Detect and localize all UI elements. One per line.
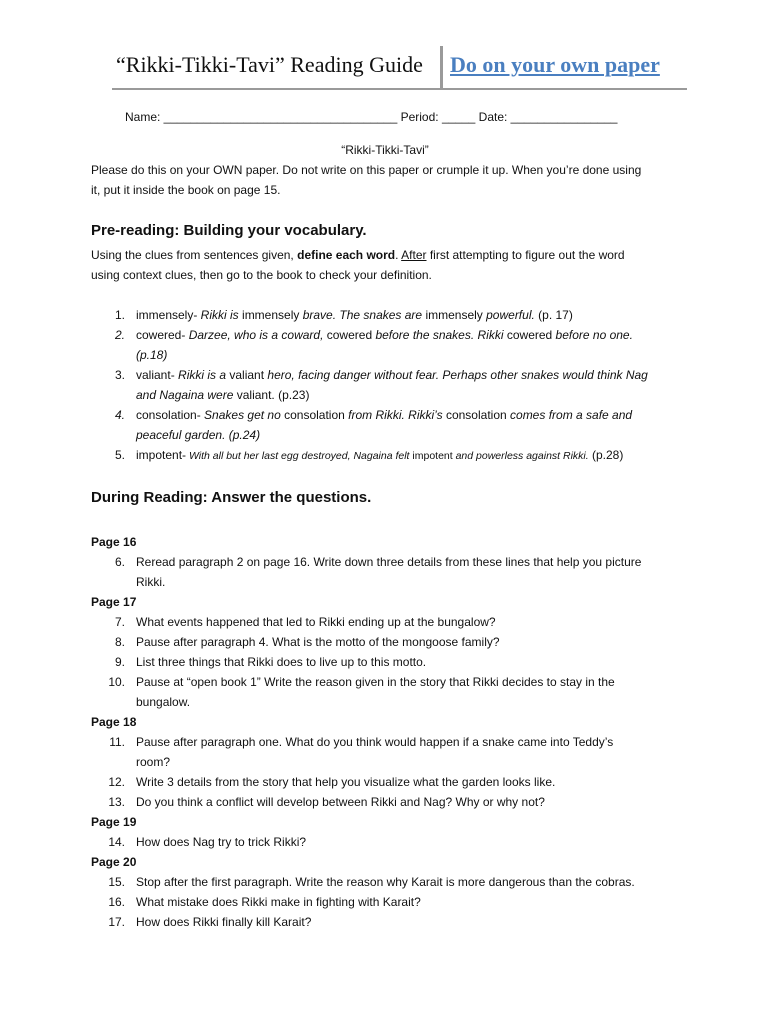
question-8: Pause after paragraph 4. What is the motto of the mongoose family? (136, 635, 500, 649)
page-label-16: Page 16 (91, 535, 137, 549)
page-label-19: Page 19 (91, 815, 137, 829)
question-10: Pause at “open book 1” Write the reason given in the story that Rikki decides to stay in the (136, 675, 615, 689)
during-reading-heading: During Reading: Answer the questions. (91, 489, 372, 506)
question-number: 7. (114, 615, 125, 629)
header-divider (440, 46, 443, 88)
vocab-item-immensely: immensely- Rikki is immensely brave. The snakes are immensely powerful. (p. 17) (136, 308, 573, 322)
vocab-item-impotent: impotent- With all but her last egg destroyed, Nagaina felt impotent and powerless against Rikki. (p.28) (136, 448, 624, 462)
question-6-line-2: Rikki. (136, 575, 166, 589)
question-7: What events happened that led to Rikki ending up at the bungalow? (136, 615, 496, 629)
question-6: Reread paragraph 2 on page 16. Write down three details from these lines that help you picture (136, 555, 642, 569)
vocab-number: 1. (114, 308, 125, 322)
question-number: 14. (108, 835, 125, 849)
question-12: Write 3 details from the story that help you visualize what the garden looks like. (136, 775, 556, 789)
vocab-item-consolation-line-2: peaceful garden. (p.24) (136, 428, 261, 442)
vocab-number: 4. (114, 408, 125, 422)
question-14: How does Nag try to trick Rikki? (136, 835, 307, 849)
vocab-item-cowered: cowered- Darzee, who is a coward, cowered before the snakes. Rikki cowered before no one. (136, 328, 633, 342)
header-note: Do on your own paper (450, 52, 660, 77)
vocab-item-valiant: valiant- Rikki is a valiant hero, facing danger without fear. Perhaps other snakes would think Nag (136, 368, 648, 382)
vocab-item-consolation: consolation- Snakes get no consolation from Rikki. Rikki’s consolation comes from a safe and (136, 408, 633, 422)
instructions-line-1: Please do this on your OWN paper. Do not write on this paper or crumple it up. When you’re done using (91, 163, 642, 177)
info-line: Name: ___________________________________ Period: _____ Date: ________________ (125, 110, 618, 124)
question-number: 9. (114, 655, 125, 669)
question-13: Do you think a conflict will develop between Rikki and Nag? Why or why not? (136, 795, 545, 809)
question-16: What mistake does Rikki make in fighting with Karait? (136, 895, 421, 909)
prereading-intro-line-1: Using the clues from sentences given, define each word. After first attempting to figure out the word (91, 248, 625, 262)
question-15: Stop after the first paragraph. Write the reason why Karait is more dangerous than the cobras. (136, 875, 635, 889)
question-10-line-2: bungalow. (136, 695, 191, 709)
question-number: 11. (109, 735, 125, 749)
question-number: 8. (114, 635, 125, 649)
vocab-number: 2. (114, 328, 125, 342)
question-number: 17. (108, 915, 125, 929)
vocab-number: 5. (114, 448, 125, 462)
vocab-item-valiant-line-2: and Nagaina were valiant. (p.23) (136, 388, 310, 402)
question-number: 13. (108, 795, 125, 809)
vocab-number: 3. (114, 368, 125, 382)
page-label-17: Page 17 (91, 595, 137, 609)
question-number: 15. (108, 875, 125, 889)
instructions-line-2: it, put it inside the book on page 15. (91, 183, 281, 197)
question-number: 10. (108, 675, 125, 689)
question-17: How does Rikki finally kill Karait? (136, 915, 312, 929)
vocab-item-cowered-line-2: (p.18) (136, 348, 168, 362)
question-number: 16. (108, 895, 125, 909)
question-number: 12. (108, 775, 125, 789)
subtitle: “Rikki-Tikki-Tavi” (341, 143, 429, 157)
question-9: List three things that Rikki does to live up to this motto. (136, 655, 427, 669)
question-11-line-2: room? (136, 755, 171, 769)
question-number: 6. (114, 555, 125, 569)
prereading-heading: Pre-reading: Building your vocabulary. (91, 222, 367, 239)
question-11: Pause after paragraph one. What do you think would happen if a snake came into Teddy’s (136, 735, 614, 749)
document-header (112, 44, 687, 90)
document-title: “Rikki-Tikki-Tavi” Reading Guide (116, 52, 423, 77)
prereading-intro-line-2: using context clues, then go to the book to check your definition. (91, 268, 432, 282)
page-label-20: Page 20 (91, 855, 137, 869)
page-label-18: Page 18 (91, 715, 137, 729)
